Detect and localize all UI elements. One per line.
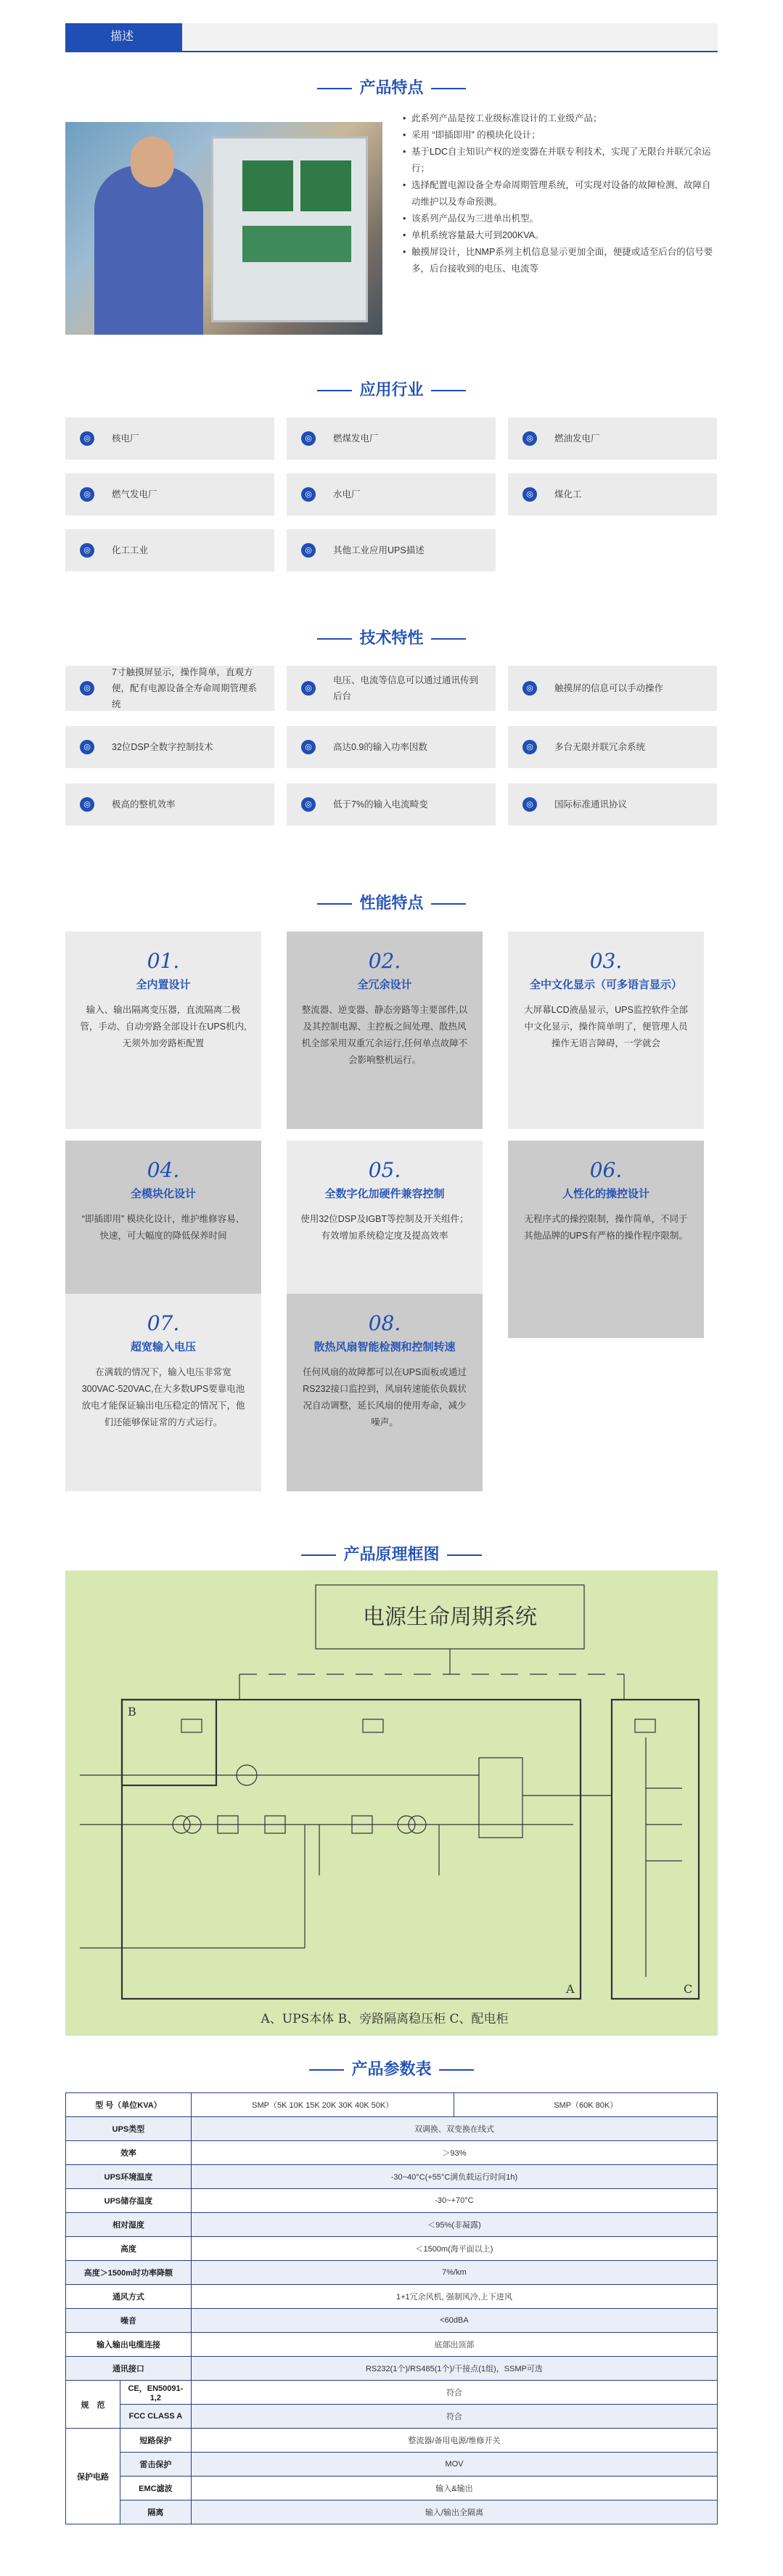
card-title: 全模块化设计 — [130, 1188, 196, 1200]
item-label: 32位DSP全数字控制技术 — [112, 742, 213, 752]
perf-heading: 性能特点 — [65, 891, 718, 913]
table-header-cell: SMP（5K 10K 15K 20K 30K 40K 50K） — [191, 2093, 454, 2117]
feature-item: • 选择配置电源设备全寿命周期管理系统，可实现对设备的故障检测、故障自动维护以及寿命预测。 — [403, 177, 715, 211]
table-cell: MOV — [191, 2453, 717, 2477]
params-heading: 产品参数表 — [65, 2057, 718, 2079]
principle-diagram — [65, 1570, 718, 2036]
table-row — [66, 2477, 718, 2500]
card-title: 全中文化显示（可多语言显示） — [529, 979, 682, 991]
card-title: 散热风扇智能检测和控制转速 — [313, 1341, 456, 1353]
feature-item: • 该系列产品仅为三进单出机型。 — [403, 211, 715, 227]
diagram-label-c: C — [684, 1982, 693, 1996]
table-cell: ＞93% — [191, 2141, 717, 2165]
item-label: 其他工业应用UPS描述 — [333, 545, 425, 555]
table-cell: UPS储存温度 — [66, 2189, 192, 2213]
table-row — [66, 2309, 718, 2333]
card-description: 整流器、逆变器、静态旁路等主要部件,以及其控制电源、主控板之间处理、散热风机全部采用双重冗余运行,任何单点故障不会影响整机运行。 — [301, 1005, 468, 1065]
item-label: 水电厂 — [333, 489, 361, 500]
table-cell: ＜95%(非凝露) — [191, 2213, 717, 2237]
table-cell: 通风方式 — [66, 2285, 192, 2309]
tech-item — [508, 726, 717, 768]
perf-card — [287, 1294, 483, 1491]
table-cell: 噪音 — [66, 2309, 192, 2333]
tech-item — [287, 783, 496, 826]
card-number: 02. — [368, 949, 401, 973]
tech-item — [508, 783, 717, 826]
feature-item: • 单机系统容量最大可到200KVA。 — [403, 227, 715, 244]
table-cell: -30~40°C(+55°C满负载运行时间1h) — [191, 2165, 717, 2189]
item-label: 燃气发电厂 — [112, 489, 157, 500]
industry-icon: ◎ — [301, 543, 316, 558]
card-number: 01. — [147, 949, 180, 973]
industry-icon: ◎ — [301, 487, 316, 502]
tech-icon: ◎ — [522, 740, 537, 754]
tech-icon: ◎ — [80, 681, 94, 696]
diagram-title: 电源生命周期系统 — [363, 1605, 537, 1630]
tech-item — [287, 726, 496, 768]
table-row — [66, 2357, 718, 2381]
tech-item — [287, 666, 496, 711]
tech-item — [65, 783, 274, 826]
table-cell: CE，EN50091-1,2 — [120, 2381, 191, 2405]
card-number: 04. — [147, 1158, 180, 1182]
item-label: 触摸屏的信息可以手动操作 — [554, 683, 664, 693]
card-title: 全内置设计 — [136, 979, 191, 991]
perf-card — [65, 1294, 261, 1491]
card-title: 全冗余设计 — [357, 979, 412, 991]
table-row — [66, 2429, 718, 2453]
card-description: 输入、输出隔离变压器，直流隔离二极管，手动、自动旁路全部设计在UPS机内,无须外加旁路柜配置 — [80, 1005, 247, 1048]
table-cell: RS232(1个)/RS485(1个)/干接点(1组)，SSMP可选 — [191, 2357, 717, 2381]
card-title: 全数字化加硬件兼容控制 — [324, 1188, 445, 1200]
industry-icon: ◎ — [80, 543, 94, 558]
table-row — [66, 2165, 718, 2189]
card-title: 超宽输入电压 — [130, 1341, 196, 1353]
feature-item: • 此系列产品是按工业级标准设计的工业级产品； — [403, 110, 715, 127]
item-label: 低于7%的输入电流畸变 — [333, 799, 428, 810]
tech-item — [65, 666, 274, 711]
card-description: 在满载的情况下，输入电压非常宽300VAC-520VAC,在大多数UPS要靠电池放电才能保证输出电压稳定的情况下，他们还能够保证常的方式运行。 — [81, 1367, 245, 1427]
industry-icon: ◎ — [522, 431, 537, 446]
card-description: 无程序式的操控限制，操作简单，不同于其他品牌的UPS有严格的操作程序限制。 — [524, 1214, 688, 1241]
table-cell: 隔离 — [120, 2500, 191, 2524]
industry-icon: ◎ — [301, 431, 316, 446]
industry-item — [65, 417, 274, 460]
tech-icon: ◎ — [301, 740, 316, 754]
card-number: 08. — [368, 1311, 401, 1335]
table-row — [66, 2285, 718, 2309]
item-label: 燃煤发电厂 — [333, 433, 379, 444]
card-title: 人性化的操控设计 — [562, 1188, 649, 1200]
card-number: 06. — [589, 1158, 623, 1182]
tech-icon: ◎ — [80, 797, 94, 812]
table-cell: 短路保护 — [120, 2429, 191, 2453]
item-label: 煤化工 — [554, 489, 582, 500]
perf-card — [287, 932, 483, 1129]
item-label: 多台无限并联冗余系统 — [554, 742, 646, 752]
industry-item — [65, 529, 274, 571]
table-cell: <60dBA — [191, 2309, 717, 2333]
industry-item — [508, 473, 717, 515]
industry-item — [287, 529, 496, 571]
table-cell: 双调换、双变换在线式 — [191, 2117, 717, 2141]
table-row — [66, 2500, 718, 2524]
table-cell: 效率 — [66, 2141, 192, 2165]
table-row — [66, 2141, 718, 2165]
item-label: 燃油发电厂 — [554, 433, 600, 444]
table-cell: ＜1500m(海平面以上) — [191, 2237, 717, 2261]
industry-item — [65, 473, 274, 515]
item-label: 核电厂 — [112, 433, 139, 444]
item-label: 化工工业 — [112, 545, 149, 555]
card-description: 使用32位DSP及IGBT等控制及开关组件；有效增加系统稳定度及提高效率 — [300, 1214, 469, 1241]
table-row — [66, 2405, 718, 2429]
item-label: 国际标准通讯协议 — [554, 799, 628, 810]
table-cell: 保护电路 — [66, 2429, 120, 2524]
table-header-cell: SMP（60K 80K） — [454, 2093, 718, 2117]
diagram-label-a: A — [566, 1982, 575, 1996]
perf-card — [65, 932, 261, 1129]
table-cell: 通讯接口 — [66, 2357, 192, 2381]
diagram-svg — [65, 1570, 718, 2036]
table-cell: EMC滤波 — [120, 2477, 191, 2500]
feature-item: • 触摸屏设计，比NMP系列主机信息显示更加全面，便捷或适至后台的信号要多，后台接收到的电压、电流等 — [403, 244, 715, 277]
feature-item: • 基于LDC自主知识产权的逆变器在并联专利技术，实现了无限台并联冗余运行； — [403, 144, 715, 177]
item-label: 高达0.9的输入功率因数 — [333, 742, 427, 752]
item-label: 电压、电流等信息可以通过通讯传到后台 — [333, 675, 479, 701]
table-cell: -30~+70°C — [191, 2189, 717, 2213]
card-description: 任何风扇的故障都可以在UPS面板或通过RS232接口监控到，风扇转速能依负载状况自动调整，延长风扇的使用寿命，减少噪声。 — [303, 1367, 467, 1427]
tech-icon: ◎ — [301, 681, 316, 696]
table-cell: 7%/km — [191, 2261, 717, 2285]
table-row — [66, 2213, 718, 2237]
product-photo — [65, 122, 382, 335]
table-cell: 雷击保护 — [120, 2453, 191, 2477]
table-row — [66, 2381, 718, 2405]
industry-item — [508, 417, 717, 460]
table-row — [66, 2189, 718, 2213]
features-heading: 产品特点 — [65, 76, 718, 98]
table-cell: 高度 — [66, 2237, 192, 2261]
table-cell: 输入&输出 — [191, 2477, 717, 2500]
table-cell: 1+1冗余风机, 强制风冷,上下进风 — [191, 2285, 717, 2309]
table-cell: 底部出顶部 — [191, 2333, 717, 2357]
table-row — [66, 2117, 718, 2141]
table-header-cell: 型 号（单位KVA） — [66, 2093, 192, 2117]
card-description: 大屏幕LCD液晶显示，UPS监控软件全部中文化显示，操作简单明了，便管理人员操作无语言障碍，一学就会 — [524, 1005, 688, 1048]
table-row — [66, 2237, 718, 2261]
table-cell: 整流器/备用电源/维修开关 — [191, 2429, 717, 2453]
feature-list — [403, 110, 715, 277]
industry-item — [287, 473, 496, 515]
tech-item — [508, 666, 717, 711]
industry-icon: ◎ — [522, 487, 537, 502]
tech-icon: ◎ — [301, 797, 316, 812]
tech-item — [65, 726, 274, 768]
table-cell: FCC CLASS A — [120, 2405, 191, 2429]
tech-icon: ◎ — [80, 740, 94, 754]
diagram-label-b: B — [128, 1705, 136, 1719]
table-row — [66, 2333, 718, 2357]
card-description: “即插即用” 模块化设计，维护维修容易、快速，可大幅度的降低保养时间 — [81, 1214, 245, 1241]
card-number: 03. — [589, 949, 623, 973]
item-label: 7寸触摸屏显示，操作简单，直观方便，配有电源设备全寿命周期管理系统 — [112, 667, 258, 709]
perf-card — [508, 1141, 704, 1338]
item-label: 极高的整机效率 — [112, 799, 176, 810]
diagram-caption: A、UPS本体 B、旁路隔离稳压柜 C、配电柜 — [261, 2012, 509, 2026]
industries-heading: 应用行业 — [65, 378, 718, 400]
table-header-row — [66, 2093, 718, 2117]
tech-heading: 技术特性 — [65, 626, 718, 648]
industry-icon: ◎ — [80, 431, 94, 446]
table-cell: 规 范 — [66, 2381, 120, 2429]
industry-icon: ◎ — [80, 487, 94, 502]
diagram-heading: 产品原理框图 — [65, 1542, 718, 1565]
card-number: 05. — [368, 1158, 401, 1182]
feature-item: • 采用 “即插即用” 的模块化设计； — [403, 127, 715, 144]
table-cell: 符合 — [191, 2381, 717, 2405]
card-number: 07. — [147, 1311, 180, 1335]
table-cell: 高度＞1500m时功率降额 — [66, 2261, 192, 2285]
tab-description[interactable]: 描述 — [65, 23, 182, 51]
table-cell: 相对湿度 — [66, 2213, 192, 2237]
description-tabbar — [65, 23, 718, 52]
table-cell: UPS类型 — [66, 2117, 192, 2141]
table-cell: 输入输出电缆连接 — [66, 2333, 192, 2357]
industry-item — [287, 417, 496, 460]
table-row — [66, 2453, 718, 2477]
perf-card — [508, 932, 704, 1129]
table-cell: UPS环境温度 — [66, 2165, 192, 2189]
tech-icon: ◎ — [522, 797, 537, 812]
tech-icon: ◎ — [522, 681, 537, 696]
params-table — [65, 2092, 718, 2524]
table-row — [66, 2261, 718, 2285]
table-cell: 输入/输出全隔离 — [191, 2500, 717, 2524]
table-cell: 符合 — [191, 2405, 717, 2429]
